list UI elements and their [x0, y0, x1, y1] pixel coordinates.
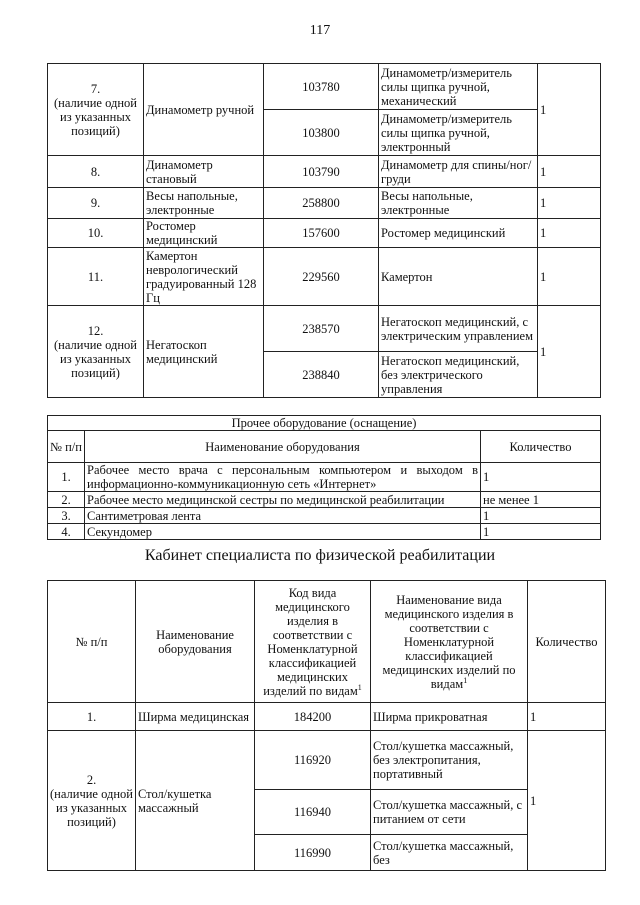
table-row — [48, 703, 606, 731]
equipment-name: Весы напольные, электронные — [144, 188, 264, 219]
device-code: 103780 — [264, 64, 379, 110]
table-row — [48, 463, 601, 492]
header-code — [255, 581, 371, 703]
device-kind: Негатоскоп медицинский, с электрическим управлением — [379, 306, 538, 352]
device-code: 238570 — [264, 306, 379, 352]
device-code: 116940 — [255, 790, 371, 835]
quantity: 1 — [538, 64, 601, 156]
table-row — [48, 524, 601, 540]
row-number: 9. — [48, 188, 144, 219]
other-equipment-table — [47, 415, 601, 540]
equipment-name: Стол/кушетка массажный — [136, 731, 255, 871]
row-number: 11. — [48, 248, 144, 306]
device-kind: Динамометр/измеритель силы щипка ручной, электронный — [379, 110, 538, 156]
section-title: Кабинет специалиста по физической реабилитации — [144, 547, 496, 564]
row-number: 12. (наличие одной из указанных позиций) — [48, 306, 144, 398]
row-number: 1. — [48, 703, 136, 731]
device-kind: Динамометр для спины/ног/груди — [379, 156, 538, 188]
header-quantity: Количество — [481, 431, 601, 463]
table-row — [48, 508, 601, 524]
footnote-mark: 1 — [357, 682, 362, 692]
equipment-name: Ширма медицинская — [136, 703, 255, 731]
equipment-name: Камертон неврологический градуированный 128 Гц — [144, 248, 264, 306]
quantity: 1 — [538, 219, 601, 248]
device-kind: Стол/кушетка массажный, без — [371, 835, 528, 871]
equipment-name: Негатоскоп медицинский — [144, 306, 264, 398]
header-code-text: Код вида медицинского изделия в соответствии с Номенклатурной классификацией медицинских изделий по видам — [263, 585, 358, 698]
device-kind: Динамометр/измеритель силы щипка ручной, механический — [379, 64, 538, 110]
equipment-name: Рабочее место медицинской сестры по медицинской реабилитации — [85, 492, 481, 508]
device-kind: Ширма прикроватная — [371, 703, 528, 731]
table-row — [48, 156, 601, 188]
device-code: 238840 — [264, 352, 379, 398]
device-code: 184200 — [255, 703, 371, 731]
table-row — [48, 731, 606, 790]
equipment-table-continued — [47, 63, 601, 398]
header-name: Наименование оборудования — [85, 431, 481, 463]
quantity: 1 — [538, 306, 601, 398]
row-number: 2. (наличие одной из указанных позиций) — [48, 731, 136, 871]
row-number: 2. — [48, 492, 85, 508]
device-code: 258800 — [264, 188, 379, 219]
row-number: 7. (наличие одной из указанных позиций) — [48, 64, 144, 156]
device-code: 103790 — [264, 156, 379, 188]
row-number: 8. — [48, 156, 144, 188]
row-number: 1. — [48, 463, 85, 492]
equipment-name: Ростомер медицинский — [144, 219, 264, 248]
quantity: 1 — [481, 463, 601, 492]
device-code: 157600 — [264, 219, 379, 248]
device-code: 229560 — [264, 248, 379, 306]
device-kind: Стол/кушетка массажный, с питанием от сети — [371, 790, 528, 835]
device-code: 116990 — [255, 835, 371, 871]
quantity: 1 — [528, 703, 606, 731]
quantity: 1 — [481, 524, 601, 540]
table-row — [48, 64, 601, 110]
quantity: 1 — [481, 508, 601, 524]
table-row — [48, 219, 601, 248]
page-number: 117 — [309, 23, 331, 38]
equipment-name: Динамометр становый — [144, 156, 264, 188]
row-number: 3. — [48, 508, 85, 524]
device-code: 103800 — [264, 110, 379, 156]
table-header — [48, 581, 606, 703]
table-row — [48, 306, 601, 352]
header-kind-text: Наименование вида медицинского изделия в соответствии с Номенклатурной классификацией медицинских изделий по видам — [382, 592, 516, 691]
quantity: 1 — [538, 188, 601, 219]
device-kind: Весы напольные, электронные — [379, 188, 538, 219]
header-kind — [371, 581, 528, 703]
table-row — [48, 492, 601, 508]
table-title: Прочее оборудование (оснащение) — [48, 416, 601, 431]
header-quantity: Количество — [528, 581, 606, 703]
table-header — [48, 431, 601, 463]
row-number: 4. — [48, 524, 85, 540]
physical-rehab-equipment-table — [47, 580, 606, 871]
device-kind: Ростомер медицинский — [379, 219, 538, 248]
equipment-name: Динамометр ручной — [144, 64, 264, 156]
footnote-mark: 1 — [463, 675, 468, 685]
table-row — [48, 188, 601, 219]
row-number: 10. — [48, 219, 144, 248]
table-row — [48, 248, 601, 306]
equipment-name: Рабочее место врача с персональным компьютером и выходом в информационно-коммуникационную сеть «Интернет» — [85, 463, 481, 492]
equipment-name: Сантиметровая лента — [85, 508, 481, 524]
header-name: Наименование оборудования — [136, 581, 255, 703]
device-kind: Негатоскоп медицинский, без электрического управления — [379, 352, 538, 398]
quantity: не менее 1 — [481, 492, 601, 508]
header-number: № п/п — [48, 581, 136, 703]
header-number: № п/п — [48, 431, 85, 463]
device-kind: Камертон — [379, 248, 538, 306]
quantity: 1 — [528, 731, 606, 871]
device-kind: Стол/кушетка массажный, без электропитания, портативный — [371, 731, 528, 790]
quantity: 1 — [538, 156, 601, 188]
equipment-name: Секундомер — [85, 524, 481, 540]
quantity: 1 — [538, 248, 601, 306]
device-code: 116920 — [255, 731, 371, 790]
